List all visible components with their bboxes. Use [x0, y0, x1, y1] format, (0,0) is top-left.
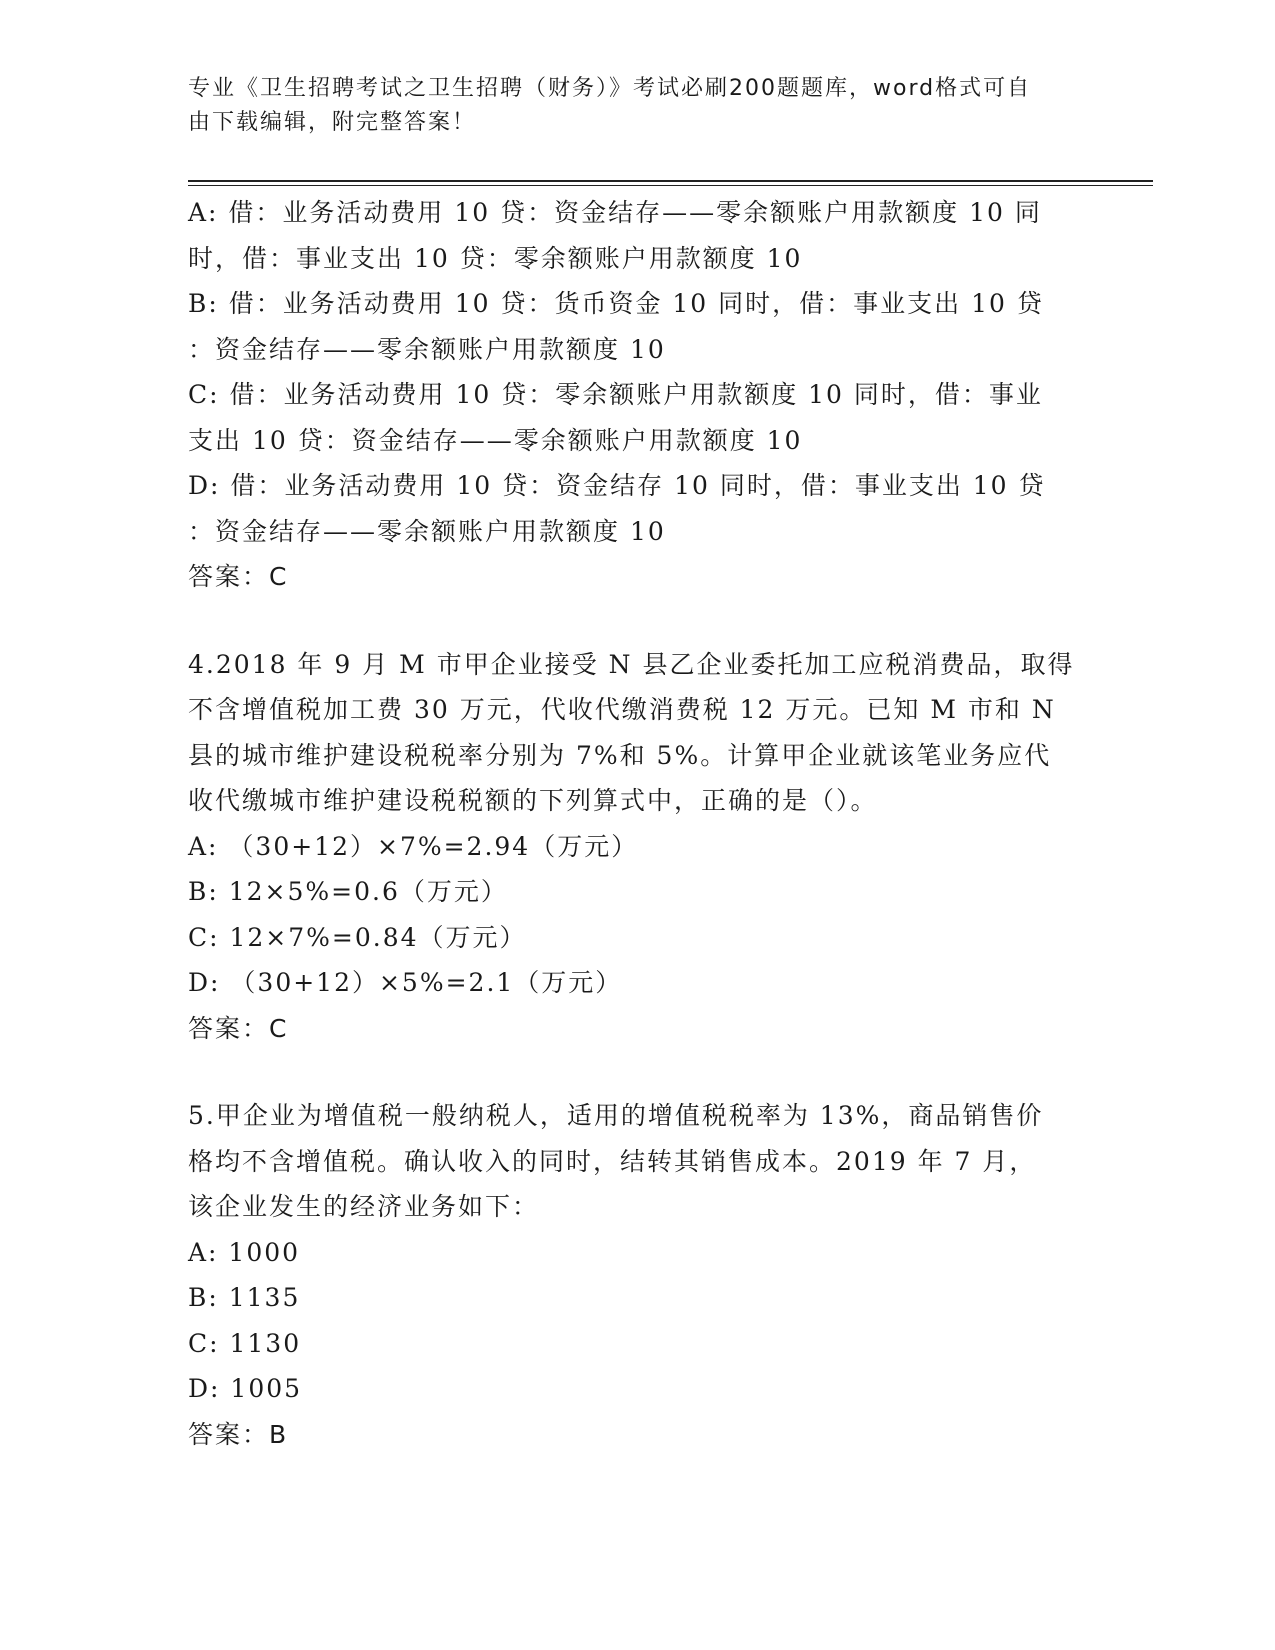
- q4-option-c: C: 12×7%=0.84（万元）: [188, 922, 527, 952]
- header-divider-thin: [188, 185, 1153, 186]
- q4-option-b: B: 12×5%=0.6（万元）: [188, 877, 508, 906]
- question-5-block: [188, 1093, 1088, 1457]
- q3-option-d-line-1: D: 借：业务活动费用 10 贷：资金结存 10 同时，借：事业支出 10 贷: [188, 471, 1046, 500]
- q5-option-a: A: 1000: [188, 1237, 301, 1267]
- q5-option-b: B: 1135: [188, 1283, 301, 1312]
- q5-option-c: C: 1130: [188, 1328, 302, 1358]
- header-divider-thick: [188, 180, 1153, 182]
- q4-option-d: D: （30+12）×5%=2.1（万元）: [188, 968, 623, 997]
- q4-stem-line-4: 收代缴城市维护建设税税额的下列算式中，正确的是（）。: [188, 786, 878, 815]
- question-4-block: [188, 642, 1088, 1052]
- q5-stem-line-3: 该企业发生的经济业务如下：: [188, 1192, 540, 1221]
- q3-option-c-line-2: 支出 10 贷：资金结存——零余额账户用款额度 10: [188, 425, 803, 455]
- spacer: [188, 1051, 1088, 1093]
- q4-answer: 答案：C: [188, 1013, 289, 1043]
- header-line-1: 专业《卫生招聘考试之卫生招聘（财务）》考试必刷200题题库，word格式可自: [188, 76, 1032, 101]
- q5-stem-line-2: 格均不含增值税。确认收入的同时，结转其销售成本。2019 年 7 月，: [188, 1146, 1037, 1176]
- q3-option-a-line-1: A: 借：业务活动费用 10 贷：资金结存——零余额账户用款额度 10 同: [188, 198, 1042, 227]
- q5-option-d: D: 1005: [188, 1374, 303, 1403]
- q3-option-b-line-1: B: 借：业务活动费用 10 贷：货币资金 10 同时，借：事业支出 10 贷: [188, 289, 1044, 318]
- q4-option-a: A: （30+12）×7%=2.94（万元）: [188, 831, 639, 861]
- q3-option-c-line-1: C: 借：业务活动费用 10 贷：零余额账户用款额度 10 同时，借：事业: [188, 380, 1043, 409]
- q3-option-b-line-2: ：资金结存——零余额账户用款额度 10: [188, 334, 666, 364]
- document-header: [188, 72, 1068, 140]
- q3-answer: 答案：C: [188, 562, 289, 591]
- question-3-block: [188, 190, 1088, 600]
- header-line-2: 由下载编辑，附完整答案！: [188, 110, 477, 135]
- spacer: [188, 600, 1088, 642]
- q3-option-a-line-2: 时，借：事业支出 10 贷：零余额账户用款额度 10: [188, 243, 803, 273]
- q4-stem-line-1: 4.2018 年 9 月 M 市甲企业接受 N 县乙企业委托加工应税消费品，取得: [188, 649, 1075, 679]
- q4-stem-line-2: 不含增值税加工费 30 万元，代收代缴消费税 12 万元。已知 M 市和 N: [188, 695, 1056, 724]
- q4-stem-line-3: 县的城市维护建设税税率分别为 7%和 5%。计算甲企业就该笔业务应代: [188, 740, 1052, 770]
- q3-option-d-line-2: ：资金结存——零余额账户用款额度 10: [188, 516, 666, 546]
- question-content: [188, 190, 1088, 1457]
- q5-stem-line-1: 5.甲企业为增值税一般纳税人，适用的增值税税率为 13%，商品销售价: [188, 1101, 1044, 1130]
- q5-answer: 答案：B: [188, 1419, 289, 1449]
